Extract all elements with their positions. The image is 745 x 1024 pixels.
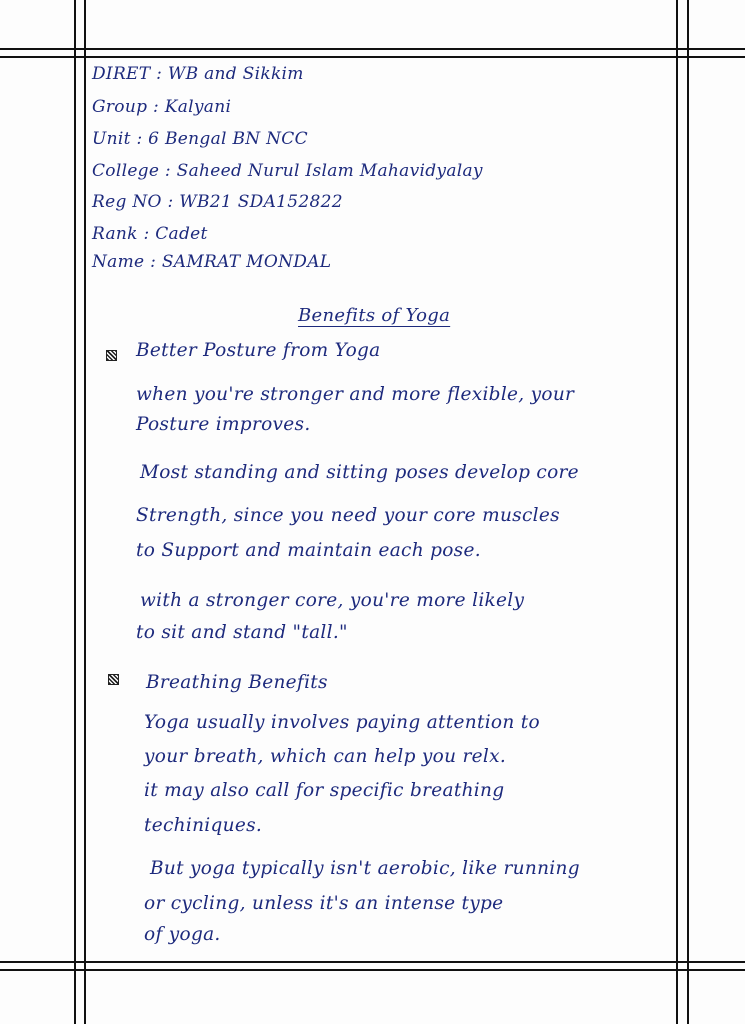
- section-heading: Better Posture from Yoga: [136, 340, 381, 361]
- body-line: to Support and maintain each pose.: [136, 540, 481, 561]
- body-line: it may also call for specific breathing: [144, 780, 505, 801]
- top-margin-line-outer: [0, 48, 745, 50]
- header-college: College : Saheed Nurul Islam Mahavidyalay: [92, 161, 483, 181]
- body-line: But yoga typically isn't aerobic, like running: [150, 858, 580, 879]
- body-line: to sit and stand "tall.": [136, 622, 348, 643]
- right-margin-line-inner: [676, 0, 678, 1024]
- body-line: or cycling, unless it's an intense type: [144, 893, 504, 914]
- header-name: Name : SAMRAT MONDAL: [92, 252, 332, 272]
- bullet-square-icon: [108, 674, 119, 685]
- body-line: Yoga usually involves paying attention to: [144, 712, 540, 733]
- body-line: when you're stronger and more flexible, your: [136, 384, 575, 405]
- right-margin-line-outer: [687, 0, 689, 1024]
- body-line: techiniques.: [144, 815, 263, 836]
- bottom-margin-line-inner: [0, 969, 745, 971]
- bottom-margin-line-outer: [0, 961, 745, 963]
- body-line: Posture improves.: [136, 414, 311, 435]
- top-margin-line-inner: [0, 56, 745, 58]
- header-diret: DIRET : WB and Sikkim: [92, 64, 304, 84]
- body-line: Most standing and sitting poses develop core: [140, 462, 579, 483]
- header-rank: Rank : Cadet: [92, 224, 208, 244]
- bullet-square-icon: [106, 350, 117, 361]
- header-group: Group : Kalyani: [92, 97, 232, 117]
- body-line: with a stronger core, you're more likely: [140, 590, 525, 611]
- left-margin-line-outer: [74, 0, 76, 1024]
- left-margin-line-inner: [84, 0, 86, 1024]
- section-heading: Breathing Benefits: [146, 672, 328, 693]
- header-reg-no: Reg NO : WB21 SDA152822: [92, 192, 343, 212]
- body-line: of yoga.: [144, 924, 221, 945]
- body-line: your breath, which can help you relx.: [144, 746, 507, 767]
- body-line: Strength, since you need your core muscles: [136, 505, 560, 526]
- page-title: Benefits of Yoga: [298, 305, 451, 326]
- header-unit: Unit : 6 Bengal BN NCC: [92, 129, 308, 149]
